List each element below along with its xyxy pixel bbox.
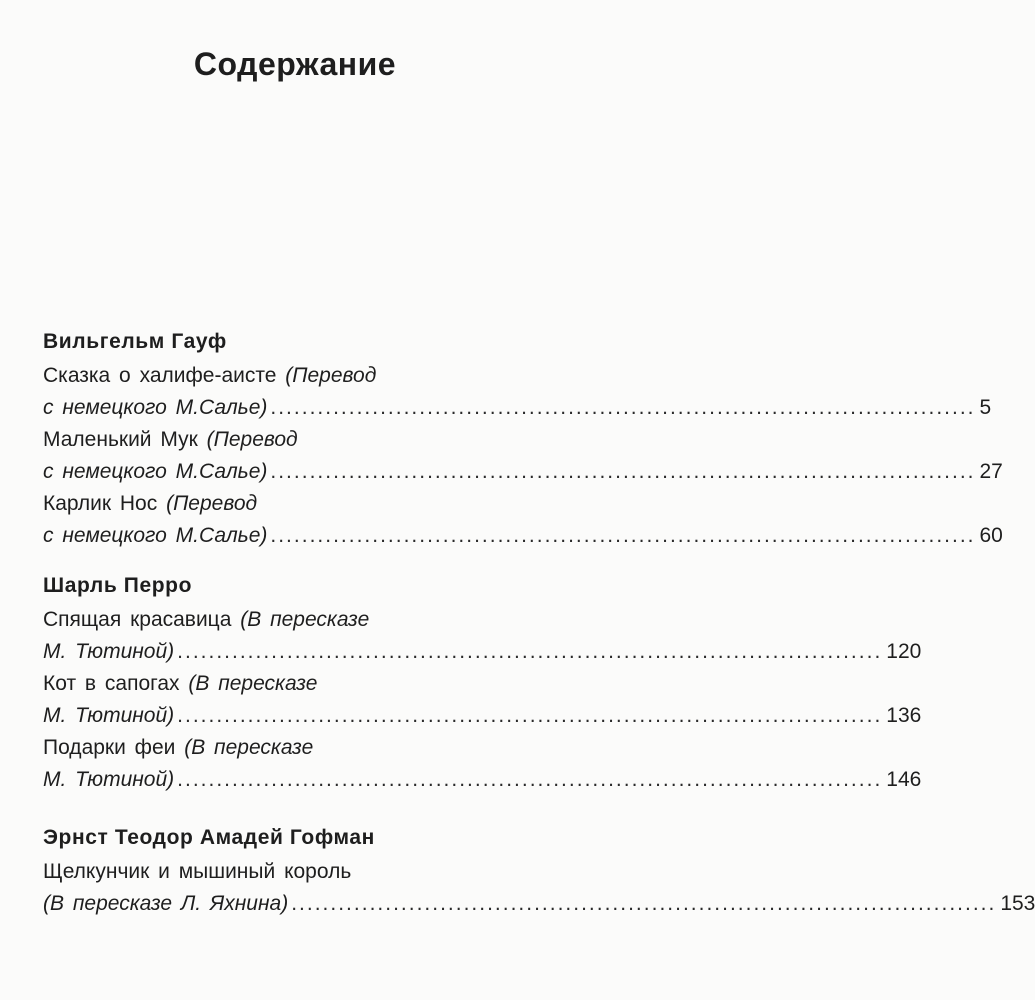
dot-leader: ..........................................................................................: [177, 768, 883, 791]
entry-title: Сказка о халифе-аисте: [43, 364, 277, 387]
entry-note-start: (Перевод: [206, 428, 298, 451]
page-number: 27: [979, 460, 1003, 483]
author-heading: Шарль Перро: [43, 574, 193, 597]
page-number: 60: [979, 524, 1003, 547]
entry-title: Спящая красавица: [43, 608, 232, 631]
dot-leader: ..........................................................................................: [177, 640, 883, 663]
dot-leader: ..........................................................................................: [270, 460, 976, 483]
entry-note-end: М. Тютиной): [43, 704, 175, 727]
toc-entry[interactable]: [43, 668, 922, 732]
section-gauf: [43, 326, 1003, 552]
author-heading: Эрнст Теодор Амадей Гофман: [43, 826, 375, 849]
page-title: Содержание: [193, 46, 397, 82]
page-number: 146: [886, 768, 922, 791]
entry-title: Карлик Нос: [43, 492, 158, 515]
entry-note-end: с немецкого М.Салье): [43, 460, 268, 483]
dot-leader: ..........................................................................................: [270, 396, 976, 419]
page-number: 153: [1000, 892, 1035, 915]
page-number: 136: [886, 704, 922, 727]
toc-entry[interactable]: [43, 604, 922, 668]
entry-note-start: (Перевод: [166, 492, 258, 515]
page-number: 120: [886, 640, 922, 663]
author-heading: Вильгельм Гауф: [43, 330, 227, 353]
entry-title: Кот в сапогах: [43, 672, 180, 695]
entry-note-end: М. Тютиной): [43, 768, 175, 791]
dot-leader: ..........................................................................................: [270, 524, 976, 547]
entry-title: Подарки феи: [43, 736, 176, 759]
toc-entry[interactable]: [43, 732, 922, 796]
entry-title: Маленький Мук: [43, 428, 198, 451]
entry-note-start: (В пересказе: [188, 672, 318, 695]
entry-note-end: М. Тютиной): [43, 640, 175, 663]
toc-entry[interactable]: [43, 424, 1003, 488]
entry-note-end: с немецкого М.Салье): [43, 524, 268, 547]
dot-leader: ..........................................................................................: [291, 892, 997, 915]
entry-note-start: (В пересказе: [184, 736, 314, 759]
toc-entry[interactable]: [43, 856, 1035, 920]
page-number: 5: [979, 396, 992, 419]
entry-note-start: (Перевод: [285, 364, 377, 387]
toc-entry[interactable]: [43, 360, 992, 424]
entry-note-end: (В пересказе Л. Яхнина): [43, 892, 289, 915]
entry-note-end: с немецкого М.Салье): [43, 396, 268, 419]
entry-note-start: (В пересказе: [240, 608, 370, 631]
toc-entry[interactable]: [43, 488, 1003, 552]
entry-title: Щелкунчик и мышиный король: [43, 860, 352, 883]
section-perrault: [43, 570, 922, 796]
section-hoffmann: [43, 822, 1035, 920]
dot-leader: ..........................................................................................: [177, 704, 883, 727]
